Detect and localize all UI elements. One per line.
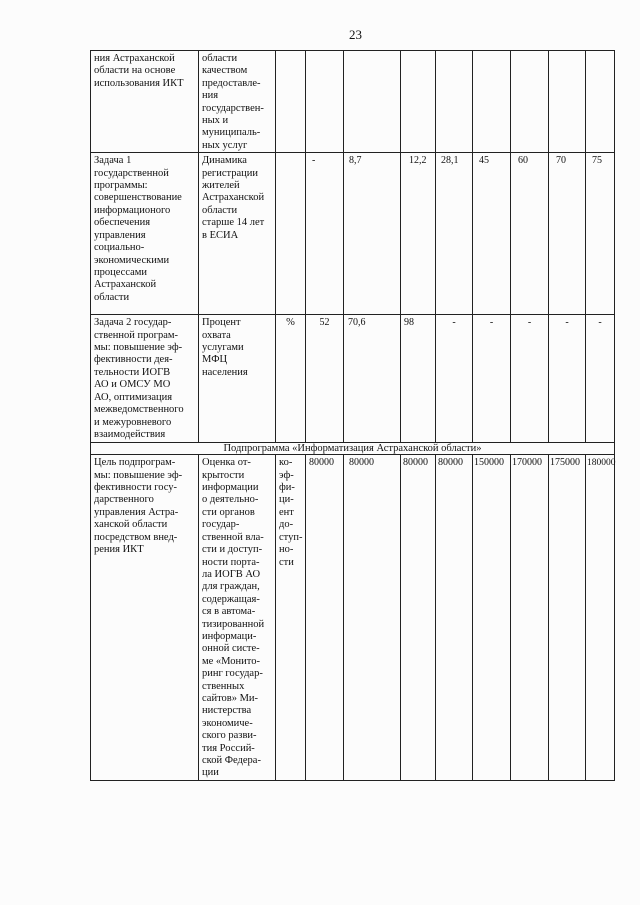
row-value-cell: -: [549, 315, 586, 443]
row-value-cell: [344, 51, 401, 153]
table-row: [91, 455, 615, 781]
row-value-cell: 80000: [401, 455, 436, 781]
row-value-cell: 28,1: [436, 153, 473, 315]
table-row: [91, 315, 615, 443]
row-value-cell: 170000: [511, 455, 549, 781]
row-task-cell: ния Астраханской области на основе использования ИКТ: [91, 51, 199, 153]
row-value-cell: 80000: [436, 455, 473, 781]
row-value-cell: -: [473, 315, 511, 443]
row-task-cell: Цель подпрограм- мы: повышение эф- фективности госу- дарственного управления Астра- ханской области посредством внед- рения ИКТ: [91, 455, 199, 781]
row-value-cell: [473, 51, 511, 153]
row-value-cell: [586, 51, 615, 153]
subprogram-title: Подпрограмма «Информатизация Астраханской области»: [91, 443, 615, 455]
row-unit-cell: %: [276, 315, 306, 443]
row-unit-cell: [276, 153, 306, 315]
page-number: 23: [349, 27, 362, 42]
table-row: [91, 153, 615, 315]
row-task-cell: Задача 1 государственной программы: совершенствование информационого обеспечения управления социально- экономическими процессами Астраханской области: [91, 153, 199, 315]
row-value-cell: 60: [511, 153, 549, 315]
row-value-cell: 80000: [344, 455, 401, 781]
row-value-cell: [401, 51, 436, 153]
row-value-cell: 8,7: [344, 153, 401, 315]
row-value-cell: 98: [401, 315, 436, 443]
row-value-cell: 45: [473, 153, 511, 315]
subprogram-header-row: [91, 443, 615, 455]
row-value-cell: 70: [549, 153, 586, 315]
row-value-cell: -: [586, 315, 615, 443]
row-value-cell: [511, 51, 549, 153]
indicators-table: [90, 50, 615, 781]
row-task-cell: Задача 2 государ- ственной програм- мы: повышение эф- фективности дея- тельности ИОГВ АО и ОМСУ МО АО, оптимизация межведомственного и межуровневого взаимодействия: [91, 315, 199, 443]
row-value-cell: 70,6: [344, 315, 401, 443]
row-value-cell: 175000: [549, 455, 586, 781]
row-value-cell: 75: [586, 153, 615, 315]
row-indicator-cell: Процент охвата услугами МФЦ населения: [199, 315, 276, 443]
row-value-cell: -: [436, 315, 473, 443]
row-value-cell: [549, 51, 586, 153]
row-value-cell: 150000: [473, 455, 511, 781]
row-indicator-cell: области качеством предоставле- ния государствен- ных и муниципаль- ных услуг: [199, 51, 276, 153]
row-value-cell: 12,2: [401, 153, 436, 315]
row-value-cell: 52: [306, 315, 344, 443]
row-value-cell: -: [306, 153, 344, 315]
row-value-cell: [306, 51, 344, 153]
row-indicator-cell: Динамика регистрации жителей Астраханской области старше 14 лет в ЕСИА: [199, 153, 276, 315]
row-value-cell: -: [511, 315, 549, 443]
row-value-cell: 80000: [306, 455, 344, 781]
row-value-cell: [436, 51, 473, 153]
row-indicator-cell: Оценка от- крытости информации о деятельно- сти органов государ- ственной вла- сти и доступ- ности порта- ла ИОГВ АО для граждан, содержащая- ся в автома- тизированной информаци- онной систе- ме «Монито- ринг государ- ственных сайтов» Ми- нистерства экономиче- ского разви- тия Россий- ской Федера- ции: [199, 455, 276, 781]
row-value-cell: 180000: [586, 455, 615, 781]
row-unit-cell: [276, 51, 306, 153]
row-unit-cell: ко- эф- фи- ци- ент до- ступ- но- сти: [276, 455, 306, 781]
table-row: [91, 51, 615, 153]
